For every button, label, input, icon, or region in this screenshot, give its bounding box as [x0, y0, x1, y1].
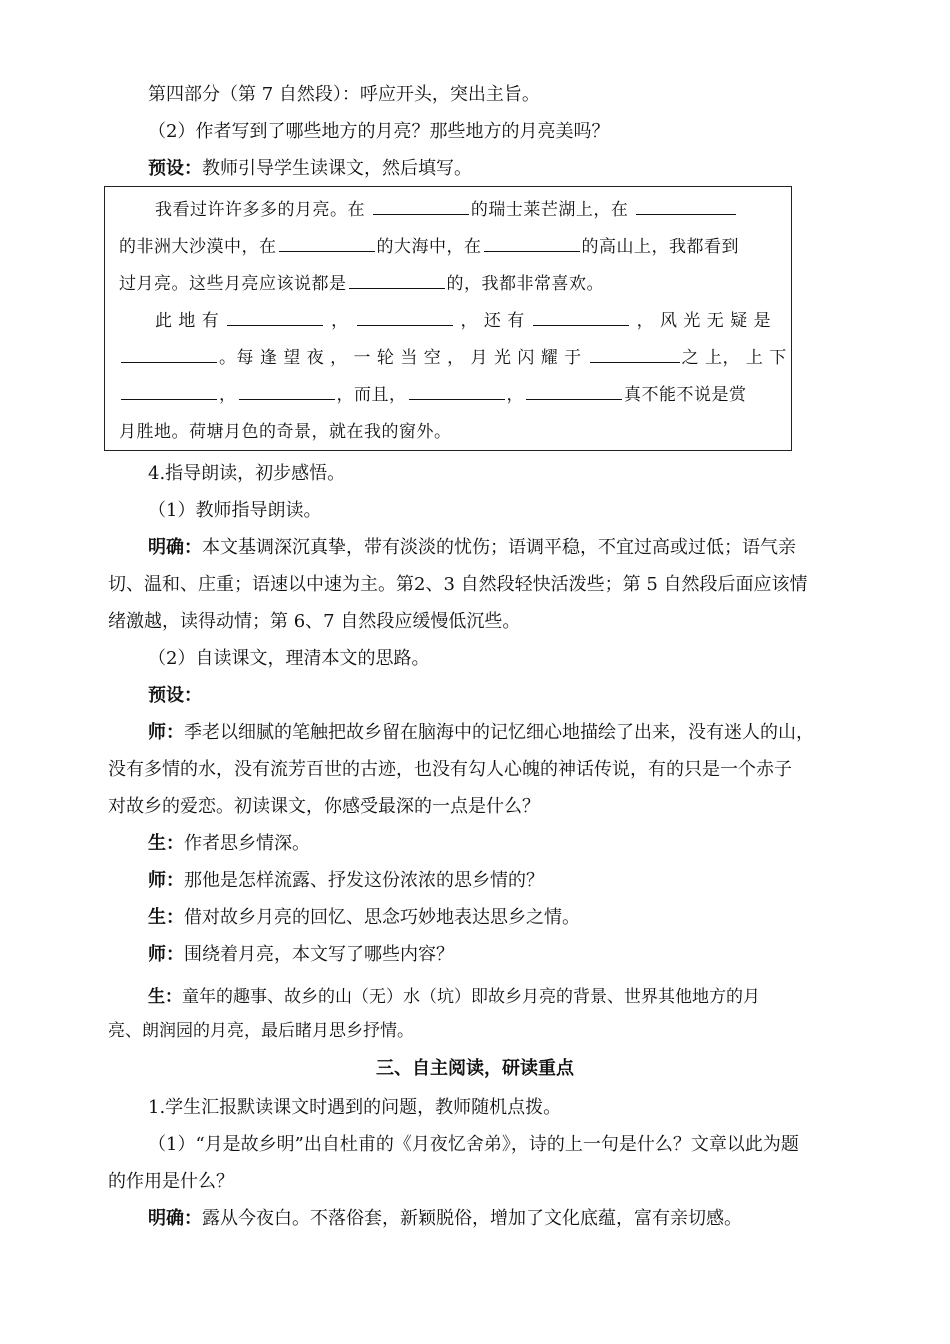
- blank-field[interactable]: [533, 308, 629, 326]
- section-3-title: 三、自主阅读，研读重点: [376, 1058, 574, 1079]
- teacher-label: 师：: [148, 870, 184, 891]
- box-line-4: [155, 308, 771, 334]
- box-text: 。每 逢 望 夜 ， 一 轮 当 空 ， 月 光 闪 耀 于: [219, 348, 582, 368]
- box-text: 的瑞士莱芒湖上，在: [470, 200, 629, 220]
- clarify-text: 露从今夜白。不落俗套，新颖脱俗，增加了文化底蕴，富有亲切感。: [202, 1208, 742, 1229]
- clarify-text: 本文基调深沉真挚，带有淡淡的忧伤；语调平稳，不宜过高或过低；语气亲: [202, 537, 796, 558]
- part4-text: 第四部分（第 7 自然段）：呼应开头，突出主旨。: [148, 84, 540, 105]
- box-text: 真不能不说是赏: [624, 385, 747, 405]
- box-text: 的高山上，我都看到: [581, 237, 739, 257]
- student-label: 生：: [148, 987, 182, 1007]
- dialog-text: 童年的趣事、故乡的山（无）水（坑）即故乡月亮的背景、世界其他地方的月: [182, 987, 760, 1007]
- box-line-6: [119, 382, 747, 408]
- blank-field[interactable]: [121, 345, 217, 363]
- box-text: ，: [506, 385, 524, 405]
- question-2: （2）作者写到了哪些地方的月亮？那些地方的月亮美吗？: [148, 121, 610, 142]
- teacher-label: 师：: [148, 944, 184, 965]
- student-label: 生：: [148, 833, 184, 854]
- box-line-5: [119, 345, 787, 371]
- clarify-1-line-2: 切、温和、庄重；语速以中速为主。第2、3 自然段轻快活泼些；第 5 自然段后面应该情: [108, 574, 808, 595]
- box-line-2: [119, 234, 739, 260]
- box-text: 的大海中，在: [376, 237, 482, 257]
- box-text: 的非洲大沙漠中，在: [119, 237, 277, 257]
- step-4-2: （2）自读课文，理清本文的思路。: [148, 648, 430, 669]
- blank-field[interactable]: [357, 308, 453, 326]
- box-text: 我看过许许多多的月亮。在: [155, 200, 365, 220]
- preset-2-label: 预设：: [148, 685, 202, 706]
- blank-field[interactable]: [279, 234, 375, 252]
- teacher-label: 师：: [148, 722, 184, 743]
- teacher-line-2: [148, 868, 544, 894]
- dialog-text: 作者思乡情深。: [184, 833, 310, 854]
- box-text: 的，我都非常喜欢。: [446, 274, 604, 294]
- clarify-2: [148, 1206, 742, 1232]
- section-3-question-1: （1）“月是故乡明”出自杜甫的《月夜忆舍弟》，诗的上一句是什么？文章以此为题: [148, 1134, 799, 1155]
- box-text: ，: [331, 311, 349, 331]
- fill-in-box: [104, 186, 792, 451]
- step-4-1: （1）教师指导朗读。: [148, 500, 322, 521]
- blank-field[interactable]: [121, 382, 217, 400]
- box-text: 过月亮。这些月亮应该说都是: [119, 274, 347, 294]
- preset-text: 教师引导学生读课文，然后填写。: [202, 158, 472, 179]
- teacher-line-3: [148, 942, 454, 968]
- blank-field[interactable]: [239, 382, 335, 400]
- dialog-text: 围绕着月亮，本文写了哪些内容？: [184, 944, 454, 965]
- teacher-line-1b: 没有多情的水，没有流芳百世的古迹，也没有勾人心魄的神话传说，有的只是一个赤子: [108, 759, 792, 780]
- box-line-1: [155, 197, 738, 223]
- blank-field[interactable]: [526, 382, 622, 400]
- dialog-text: 季老以细腻的笔触把故乡留在脑海中的记忆细心地描绘了出来，没有迷人的山，: [184, 722, 814, 743]
- section-3-question-1b: 的作用是什么？: [108, 1171, 234, 1192]
- preset-1: [148, 156, 472, 182]
- blank-field[interactable]: [484, 234, 580, 252]
- clarify-label: 明确：: [148, 537, 202, 558]
- clarify-1-line-3: 绪激越，读得动情；第 6、7 自然段应缓慢低沉些。: [108, 611, 521, 632]
- student-line-1: [148, 831, 310, 857]
- student-line-3: [148, 984, 760, 1010]
- box-line-7: 月胜地。荷塘月色的奇景，就在我的窗外。: [119, 422, 452, 442]
- blank-field[interactable]: [409, 382, 505, 400]
- box-line-3: [119, 271, 604, 297]
- box-text: ， 还 有: [460, 311, 525, 331]
- dialog-text: 借对故乡月亮的回忆、思念巧妙地表达思乡之情。: [184, 907, 580, 928]
- student-line-3b: 亮、朗润园的月亮，最后睹月思乡抒情。: [108, 1021, 414, 1041]
- section-3-item-1: 1.学生汇报默读课文时遇到的问题，教师随机点拨。: [148, 1097, 562, 1118]
- blank-field[interactable]: [636, 197, 736, 215]
- preset-label: 预设：: [148, 158, 202, 179]
- box-text: 此 地 有: [155, 311, 220, 331]
- box-text: ，: [219, 385, 237, 405]
- clarify-label: 明确：: [148, 1208, 202, 1229]
- clarify-1-line-1: [148, 535, 796, 561]
- blank-field[interactable]: [349, 271, 445, 289]
- blank-field[interactable]: [227, 308, 323, 326]
- blank-field[interactable]: [590, 345, 680, 363]
- student-label: 生：: [148, 907, 184, 928]
- box-text: ，而且，: [336, 385, 407, 405]
- teacher-line-1c: 对故乡的爱恋。初读课文，你感受最深的一点是什么？: [108, 796, 540, 817]
- student-line-2: [148, 905, 580, 931]
- teacher-line-1: [148, 720, 814, 746]
- step-4: 4.指导朗读，初步感悟。: [148, 463, 346, 484]
- dialog-text: 那他是怎样流露、抒发这份浓浓的思乡情的？: [184, 870, 544, 891]
- box-text: 之 上， 上 下: [681, 348, 787, 368]
- box-text: ， 风 光 无 疑 是: [636, 311, 772, 331]
- blank-field[interactable]: [373, 197, 469, 215]
